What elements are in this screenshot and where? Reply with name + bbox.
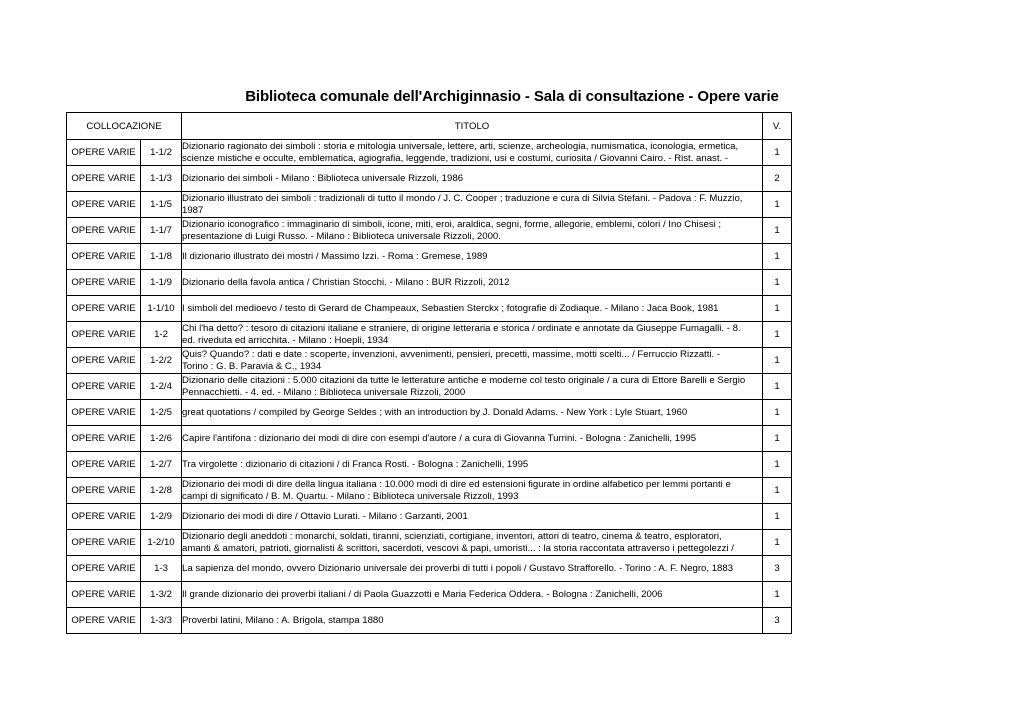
title-line-1: Dizionario dei modi di dire / Ottavio Lurati. - Milano : Garzanti, 2001 (182, 510, 468, 522)
shelf-mark-cell: 1-2/5 (141, 400, 182, 426)
table-row (67, 478, 792, 504)
shelf-mark-cell: 1-1/3 (141, 166, 182, 192)
table-row (67, 296, 792, 322)
title-cell (182, 140, 763, 166)
section-cell: OPERE VARIE (67, 582, 141, 608)
table-row (67, 582, 792, 608)
table-row (67, 608, 792, 634)
title-cell (182, 400, 763, 426)
title-line-1: Dizionario ragionato dei simboli : storia e mitologia universale, lettere, arti, scienze, archeologia, numismatica, iconologia, ermetica, (182, 140, 739, 152)
section-cell: OPERE VARIE (67, 348, 141, 374)
shelf-mark-cell: 1-2/4 (141, 374, 182, 400)
section-cell: OPERE VARIE (67, 218, 141, 244)
title-cell (182, 348, 763, 374)
section-cell: OPERE VARIE (67, 166, 141, 192)
title-line-1: Dizionario delle citazioni : 5.000 citazioni da tutte le letterature antiche e moderne col testo originale / a cura di Ettore Barelli e Sergio (182, 374, 746, 386)
title-line-1: I simboli del medioevo / testo di Gerard de Champeaux, Sebastien Sterckx ; fotografie di Zodiaque. - Milano : Jaca Book, 1981 (182, 302, 719, 314)
shelf-mark-cell: 1-3/2 (141, 582, 182, 608)
title-line-1: Il grande dizionario dei proverbi italiani / di Paola Guazzotti e Maria Federica Oddera. - Bologna : Zanichelli, 2006 (182, 588, 663, 600)
volumes-cell: 2 (763, 166, 792, 192)
shelf-mark-cell: 1-2/10 (141, 530, 182, 556)
title-line-1: Dizionario degli aneddoti : monarchi, soldati, tiranni, scienziati, cortigiane, inventori, attori di teatro, cinema & teatro, esploratori, (182, 530, 722, 542)
volumes-cell: 1 (763, 192, 792, 218)
title-cell (182, 556, 763, 582)
table-row (67, 166, 792, 192)
page-title: Biblioteca comunale dell'Archiginnasio - Sala di consultazione - Opere varie (245, 88, 779, 105)
title-line-1: great quotations / compiled by George Seldes ; with an introduction by J. Donald Adams. - New York : Lyle Stuart, 1960 (182, 406, 688, 418)
table-row (67, 140, 792, 166)
volumes-cell: 1 (763, 400, 792, 426)
shelf-mark-cell: 1-1/8 (141, 244, 182, 270)
title-line-1: Capire l'antifona : dizionario dei modi di dire con esempi d'autore / a cura di Giovanna Turrini. - Bologna : Zanichelli, 1995 (182, 432, 697, 444)
title-line-1: Dizionario illustrato dei simboli : tradizionali di tutto il mondo / J. C. Cooper ; traduzione e cura di Silvia Stefani. - Padova : F. Muzzio, (182, 192, 743, 204)
catalog-body (67, 140, 792, 634)
table-row (67, 452, 792, 478)
section-cell: OPERE VARIE (67, 192, 141, 218)
section-cell: OPERE VARIE (67, 426, 141, 452)
title-line-1: Dizionario iconografico : immaginario di simboli, icone, miti, eroi, araldica, segni, forme, allegorie, emblemi, colori / Ino Chisesi ; (182, 218, 722, 230)
table-row (67, 270, 792, 296)
shelf-mark-cell: 1-2/7 (141, 452, 182, 478)
table-row (67, 374, 792, 400)
table-row (67, 426, 792, 452)
title-line-2: campi di significato / B. M. Quartu. - Milano : Biblioteca universale Rizzoli, 1993 (182, 490, 519, 502)
table-row (67, 322, 792, 348)
section-cell: OPERE VARIE (67, 608, 141, 634)
title-line-2: scienze mistiche e occulte, emblematica, agiografia, leggende, tradizioni, usi e costumi, curiosita / Giovanni Cairo. - Rist. anast. - (182, 152, 729, 164)
header-collocazione: COLLOCAZIONE (67, 113, 182, 140)
title-cell (182, 426, 763, 452)
title-cell (182, 166, 763, 192)
shelf-mark-cell: 1-1/5 (141, 192, 182, 218)
title-cell (182, 218, 763, 244)
title-line-2: 1987 (182, 204, 204, 216)
header-volumi: V. (763, 113, 792, 140)
table-row (67, 556, 792, 582)
shelf-mark-cell: 1-1/10 (141, 296, 182, 322)
section-cell: OPERE VARIE (67, 504, 141, 530)
volumes-cell: 1 (763, 478, 792, 504)
title-cell (182, 504, 763, 530)
catalog-table (66, 112, 792, 634)
section-cell: OPERE VARIE (67, 296, 141, 322)
title-cell (182, 608, 763, 634)
title-line-2: Torino : G. B. Paravia & C., 1934 (182, 360, 322, 372)
table-row (67, 244, 792, 270)
volumes-cell: 1 (763, 296, 792, 322)
table-row (67, 192, 792, 218)
table-row (67, 348, 792, 374)
section-cell: OPERE VARIE (67, 400, 141, 426)
section-cell: OPERE VARIE (67, 374, 141, 400)
section-cell: OPERE VARIE (67, 244, 141, 270)
header-row (67, 113, 792, 140)
volumes-cell: 3 (763, 556, 792, 582)
shelf-mark-cell: 1-1/9 (141, 270, 182, 296)
section-cell: OPERE VARIE (67, 478, 141, 504)
shelf-mark-cell: 1-3 (141, 556, 182, 582)
title-line-1: Dizionario della favola antica / Christian Stocchi. - Milano : BUR Rizzoli, 2012 (182, 276, 510, 288)
section-cell: OPERE VARIE (67, 140, 141, 166)
shelf-mark-cell: 1-1/7 (141, 218, 182, 244)
title-line-1: Chi l'ha detto? : tesoro di citazioni italiane e straniere, di origine letteraria e storica / ordinate e annotate da Giuseppe Fumagalli. - 8. (182, 322, 741, 334)
section-cell: OPERE VARIE (67, 556, 141, 582)
header-titolo: TITOLO (182, 113, 763, 140)
title-cell (182, 192, 763, 218)
volumes-cell: 1 (763, 322, 792, 348)
section-cell: OPERE VARIE (67, 270, 141, 296)
shelf-mark-cell: 1-1/2 (141, 140, 182, 166)
title-line-2: amanti & amatori, patrioti, giornalisti & scrittori, sacerdoti, vescovi & papi, umoristi... : la storia raccontata attraverso i pettegolezzi / (182, 542, 734, 554)
volumes-cell: 1 (763, 582, 792, 608)
title-cell (182, 452, 763, 478)
title-line-1: Proverbi latini, Milano : A. Brigola, stampa 1880 (182, 614, 384, 626)
title-line-1: Il dizionario illustrato dei mostri / Massimo Izzi. - Roma : Gremese, 1989 (182, 250, 488, 262)
shelf-mark-cell: 1-3/3 (141, 608, 182, 634)
volumes-cell: 1 (763, 270, 792, 296)
title-cell (182, 530, 763, 556)
shelf-mark-cell: 1-2/8 (141, 478, 182, 504)
table-row (67, 530, 792, 556)
table-row (67, 400, 792, 426)
volumes-cell: 3 (763, 608, 792, 634)
title-cell (182, 322, 763, 348)
volumes-cell: 1 (763, 218, 792, 244)
title-line-2: Pennacchietti. - 4. ed. - Milano : Biblioteca universale Rizzoli, 2000 (182, 386, 466, 398)
shelf-mark-cell: 1-2/6 (141, 426, 182, 452)
title-cell (182, 270, 763, 296)
volumes-cell: 1 (763, 504, 792, 530)
title-line-2: ed. riveduta ed arricchita. - Milano : Hoepli, 1934 (182, 334, 389, 346)
volumes-cell: 1 (763, 530, 792, 556)
title-line-1: Dizionario dei modi di dire della lingua italiana : 10.000 modi di dire ed estensioni figurate in ordine alfabetico per lemmi portanti e (182, 478, 731, 490)
section-cell: OPERE VARIE (67, 530, 141, 556)
volumes-cell: 1 (763, 140, 792, 166)
title-cell (182, 244, 763, 270)
shelf-mark-cell: 1-2/2 (141, 348, 182, 374)
title-line-1: Dizionario dei simboli - Milano : Biblioteca universale Rizzoli, 1986 (182, 172, 464, 184)
table-row (67, 504, 792, 530)
title-line-1: Quis? Quando? : dati e date : scoperte, invenzioni, avvenimenti, pensieri, precetti, massime, motti scelti... / Ferruccio Rizzatti. - (182, 348, 721, 360)
volumes-cell: 1 (763, 374, 792, 400)
table-row (67, 218, 792, 244)
volumes-cell: 1 (763, 244, 792, 270)
volumes-cell: 1 (763, 452, 792, 478)
title-cell (182, 296, 763, 322)
title-line-1: La sapienza del mondo, ovvero Dizionario universale dei proverbi di tutti i popoli / Gustavo Strafforello. - Torino : A. F. Negro, 1883 (182, 562, 734, 574)
title-cell (182, 374, 763, 400)
title-cell (182, 582, 763, 608)
shelf-mark-cell: 1-2/9 (141, 504, 182, 530)
title-line-2: presentazione di Luigi Russo. - Milano : Biblioteca universale Rizzoli, 2000. (182, 230, 501, 242)
volumes-cell: 1 (763, 426, 792, 452)
title-line-1: Tra virgolette : dizionario di citazioni / di Franca Rosti. - Bologna : Zanichelli, 1995 (182, 458, 529, 470)
title-cell (182, 478, 763, 504)
volumes-cell: 1 (763, 348, 792, 374)
shelf-mark-cell: 1-2 (141, 322, 182, 348)
section-cell: OPERE VARIE (67, 322, 141, 348)
section-cell: OPERE VARIE (67, 452, 141, 478)
